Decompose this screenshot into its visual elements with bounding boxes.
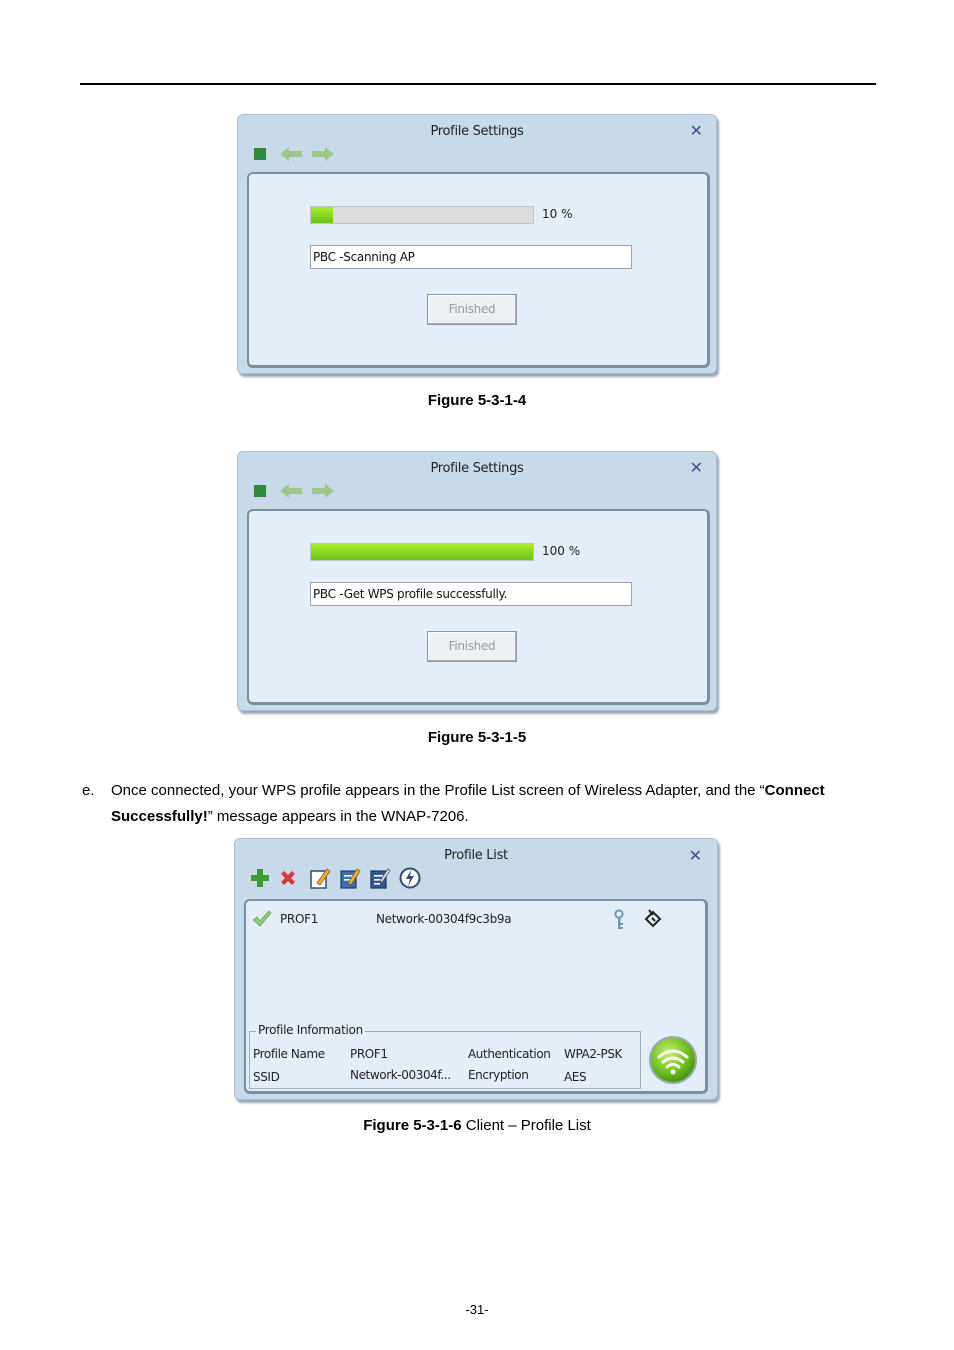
activate-profile-icon[interactable]: [399, 867, 421, 889]
profile-settings-window-success: [237, 451, 717, 711]
window-title: Profile List: [444, 848, 508, 863]
progress-fill: [311, 544, 533, 560]
stop-icon[interactable]: [254, 485, 266, 497]
window-title: Profile Settings: [430, 461, 524, 476]
status-field: PBC -Get WPS profile successfully.: [310, 582, 632, 606]
finished-button[interactable]: Finished: [427, 631, 517, 662]
figure-caption: Figure 5-3-1-6 Client – Profile List: [363, 1117, 591, 1134]
progress-bar: [310, 206, 534, 224]
profile-information-group: [249, 1023, 641, 1089]
back-arrow-icon[interactable]: [280, 147, 302, 161]
ssid-value: Network-00304f...: [350, 1068, 451, 1082]
instruction-paragraph: [82, 778, 882, 830]
infrastructure-icon: [643, 909, 663, 929]
header-rule: [80, 83, 876, 85]
status-field: PBC -Scanning AP: [310, 245, 632, 269]
profile-name-value: PROF1: [350, 1047, 388, 1061]
close-icon[interactable]: ✕: [689, 458, 703, 477]
list-marker: e.: [82, 782, 95, 799]
close-icon[interactable]: ✕: [688, 846, 702, 865]
rename-profile-icon[interactable]: [369, 867, 391, 889]
window-title: Profile Settings: [430, 124, 524, 139]
page-number: -31-: [465, 1302, 489, 1317]
settings-panel: [247, 172, 710, 368]
profile-name-label: Profile Name: [253, 1047, 325, 1061]
profile-list-panel: [244, 899, 708, 1094]
progress-percent: 100 %: [542, 544, 581, 558]
wireless-signal-icon[interactable]: [648, 1035, 698, 1085]
profile-ssid: Network-00304f9c3b9a: [376, 912, 512, 926]
connected-check-icon: [252, 910, 272, 928]
encryption-value: AES: [564, 1070, 587, 1084]
finished-button[interactable]: Finished: [427, 294, 517, 325]
encryption-label: Encryption: [468, 1068, 529, 1082]
progress-fill: [311, 207, 333, 223]
figure-caption: Figure 5-3-1-5: [427, 729, 527, 746]
paragraph-text: Once connected, your WPS profile appears in the Profile List screen of Wireless Adapter, and the “Connect Successfully!” message appears in the WNAP-7206.: [111, 782, 825, 825]
copy-profile-icon[interactable]: [339, 867, 361, 889]
edit-profile-icon[interactable]: [309, 867, 331, 889]
profile-name: PROF1: [280, 912, 319, 926]
profile-settings-window-scanning: [237, 114, 717, 374]
delete-profile-icon[interactable]: [277, 867, 299, 889]
add-profile-icon[interactable]: [249, 867, 271, 889]
profile-information-title: Profile Information: [258, 1023, 363, 1037]
progress-percent: 10 %: [542, 207, 573, 221]
profile-row[interactable]: [252, 909, 699, 933]
figure-caption: Figure 5-3-1-4: [427, 392, 527, 409]
settings-panel: [247, 509, 710, 705]
authentication-value: WPA2-PSK: [564, 1047, 623, 1061]
ssid-label: SSID: [253, 1070, 280, 1084]
stop-icon[interactable]: [254, 148, 266, 160]
forward-arrow-icon[interactable]: [312, 147, 334, 161]
authentication-label: Authentication: [468, 1047, 551, 1061]
forward-arrow-icon[interactable]: [312, 484, 334, 498]
progress-bar: [310, 543, 534, 561]
key-icon: [612, 909, 626, 931]
profile-list-window: [234, 838, 718, 1100]
close-icon[interactable]: ✕: [689, 121, 703, 140]
back-arrow-icon[interactable]: [280, 484, 302, 498]
